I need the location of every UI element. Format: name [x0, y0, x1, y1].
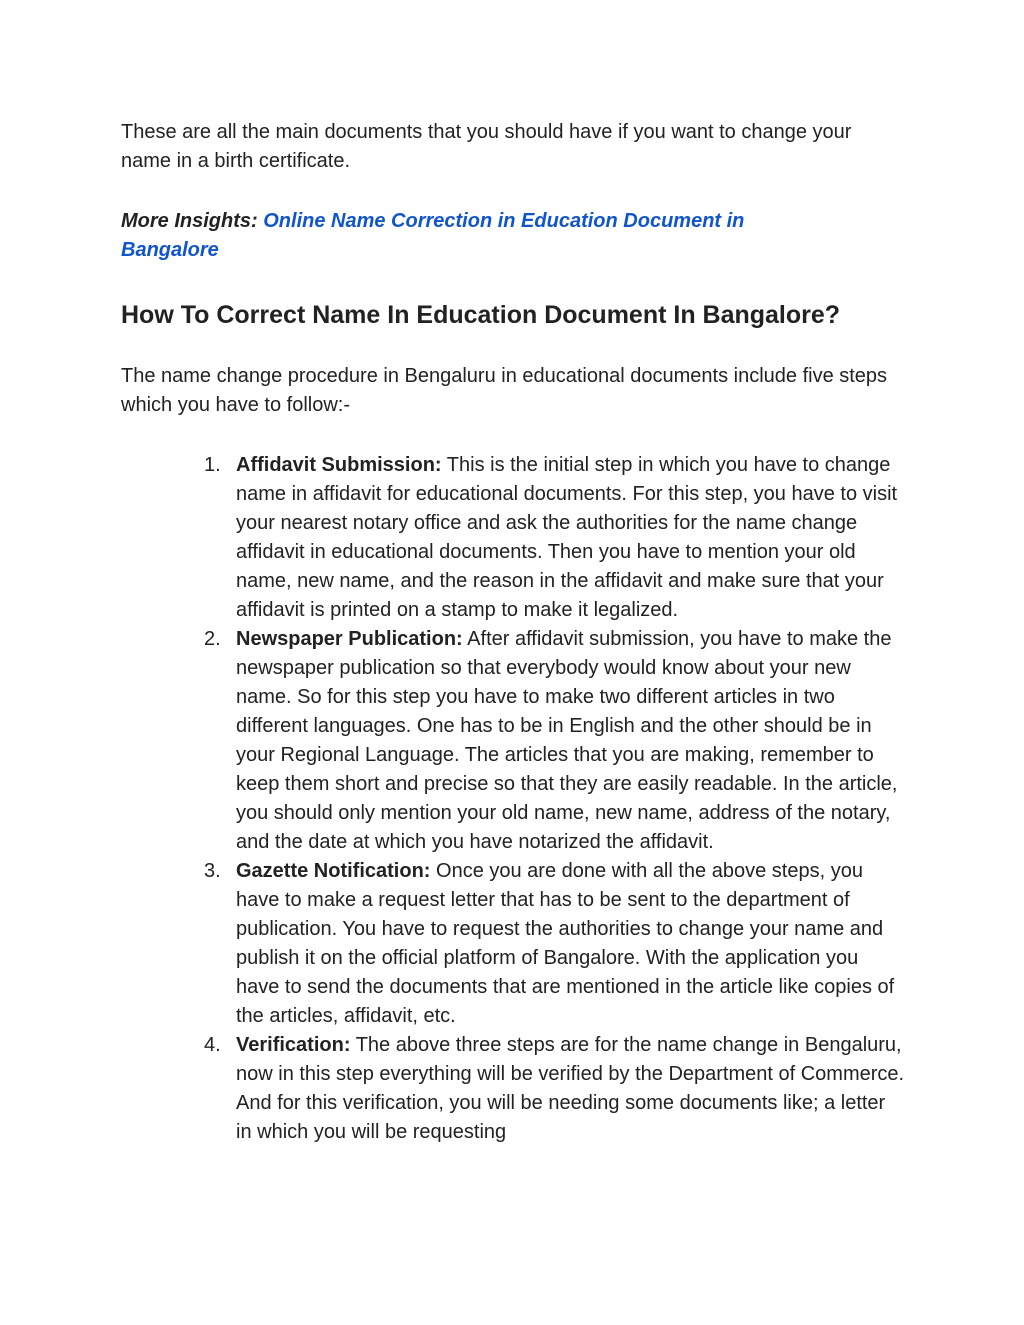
list-item-body: This is the initial step in which you have to change name in affidavit for educational documents. For this step, you have to visit your nearest notary office and ask the authorities for the name change affidavit in educational documents. Then you have to mention your old name, new name, and the reason in the affidavit and make sure that your affidavit is printed on a stamp to make it legalized.	[236, 454, 898, 621]
list-item-title: Affidavit Submission:	[236, 454, 442, 476]
more-insights-label: More Insights:	[121, 210, 258, 232]
list-item	[121, 1031, 911, 1147]
more-insights-link[interactable]: Online Name Correction in Education Document in Bangalore	[121, 210, 745, 261]
list-item-number: 3.	[204, 860, 221, 882]
list-item-title: Gazette Notification:	[236, 860, 431, 882]
list-item-number: 1.	[204, 454, 221, 476]
list-item	[121, 451, 911, 625]
list-item-body: The above three steps are for the name change in Bengaluru, now in this step everything will be verified by the Department of Commerce. And for this verification, you will be needing some documents like; a letter in which you will be requesting	[236, 1034, 905, 1143]
list-item-number: 2.	[204, 628, 221, 650]
steps-list	[121, 451, 911, 1147]
list-item-text	[236, 451, 906, 625]
lead-paragraph: The name change procedure in Bengaluru in educational documents include five steps which you have to follow:-	[121, 365, 888, 416]
list-item-title: Newspaper Publication:	[236, 628, 463, 650]
list-item-number: 4.	[204, 1034, 221, 1056]
list-item-text	[236, 1031, 906, 1147]
list-item	[121, 625, 911, 857]
list-item-text	[236, 857, 906, 1031]
list-item-body: Once you are done with all the above steps, you have to make a request letter that has to be sent to the department of publication. You have to request the authorities to change your name and publish it on the official platform of Bangalore. With the application you have to send the documents that are mentioned in the article like copies of the articles, affidavit, etc.	[236, 860, 895, 1027]
list-item-title: Verification:	[236, 1034, 351, 1056]
list-item	[121, 857, 911, 1031]
more-insights	[121, 207, 841, 265]
list-item-text	[236, 625, 906, 857]
section-heading: How To Correct Name In Education Document In Bangalore?	[121, 301, 841, 329]
list-item-body: After affidavit submission, you have to make the newspaper publication so that everybody would know about your new name. So for this step you have to make two different articles in two different languages. One has to be in English and the other should be in your Regional Language. The articles that you are making, remember to keep them short and precise so that they are easily readable. In the article, you should only mention your old name, new name, address of the notary, and the date at which you have notarized the affidavit.	[236, 628, 898, 853]
document-page	[121, 118, 911, 1147]
intro-paragraph: These are all the main documents that you should have if you want to change your name in a birth certificate.	[121, 121, 852, 172]
